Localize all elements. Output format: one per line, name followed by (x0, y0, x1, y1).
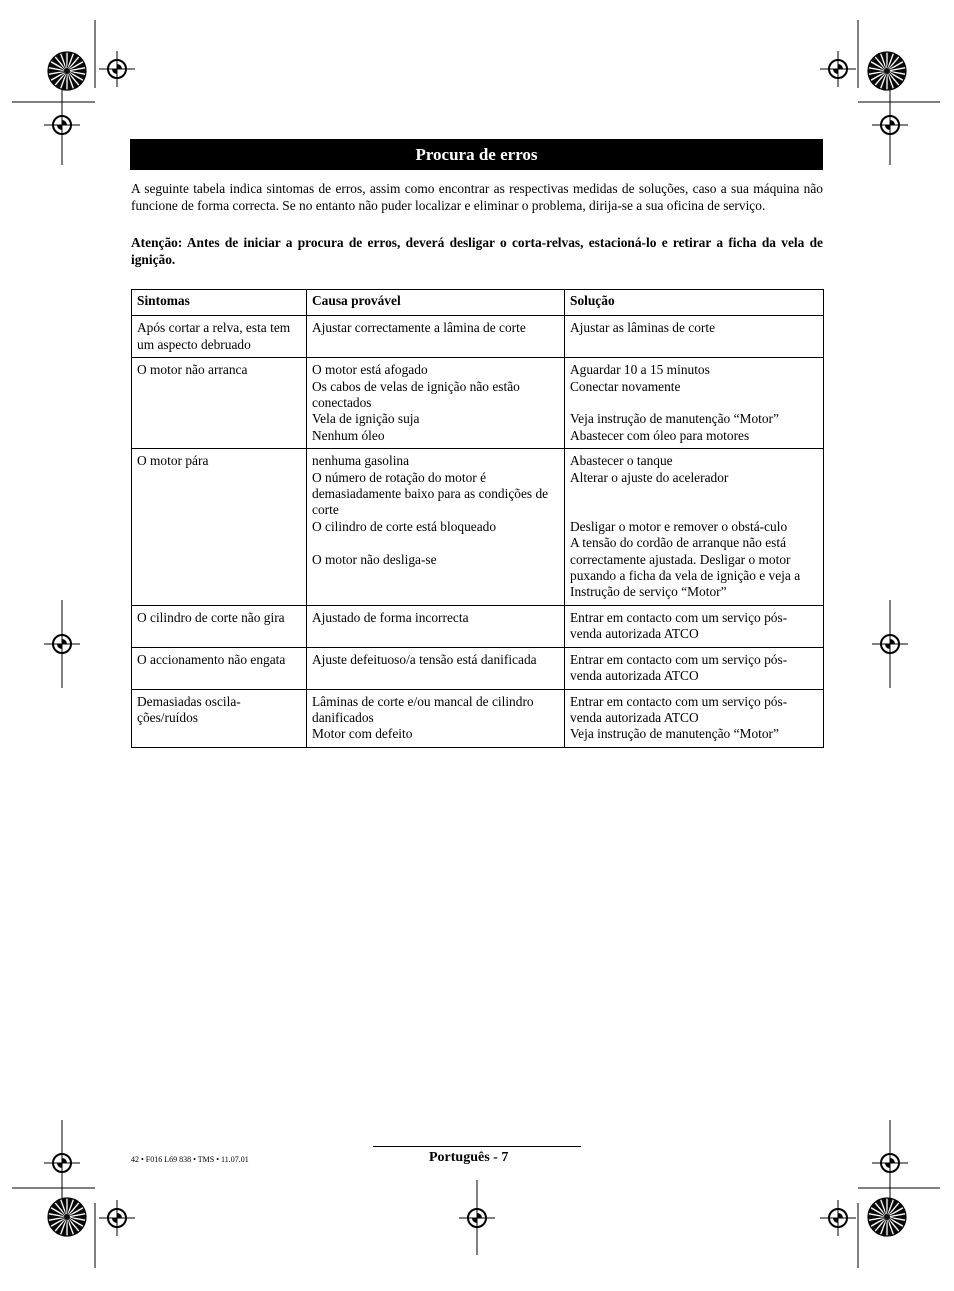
footer-page-number: Português - 7 (429, 1150, 509, 1165)
cell-solucao (565, 647, 824, 689)
cell-solucao (565, 689, 824, 747)
cell-text: Abastecer o tanque (570, 453, 673, 469)
cell-text: Ajustar correctamente a lâmina de corte (312, 320, 526, 336)
registration-target-icon (44, 1145, 80, 1181)
registration-target-icon (820, 1200, 856, 1236)
cell-text: Abastecer com óleo para motores (570, 427, 750, 443)
table-row (132, 689, 824, 747)
cell-text: Vela de ignição suja (312, 411, 420, 427)
table-row (132, 647, 824, 689)
registration-target-icon (99, 1200, 135, 1236)
registration-target-icon (44, 107, 80, 143)
table-row (132, 449, 824, 606)
cell-text: O accionamento não engata (137, 651, 286, 667)
warning-paragraph: Atenção: Antes de iniciar a procura de erros, deverá desligar o corta-relvas, estacioná-lo e retirar a ficha da vela de ignição. (131, 235, 823, 267)
cell-causa (307, 449, 565, 606)
cell-text: Ajustado de forma incorrecta (312, 609, 469, 625)
cell-text: Veja instrução de manutenção “Motor” (570, 411, 779, 427)
cell-text (312, 535, 559, 551)
cell-text: Nenhum óleo (312, 427, 385, 443)
header-sintomas: Sintomas (132, 290, 307, 316)
table-row (132, 358, 824, 449)
registration-target-icon (872, 107, 908, 143)
cell-solucao (565, 605, 824, 647)
cell-text: Entrar em contacto com um serviço pós-venda autorizada ATCO (570, 609, 788, 642)
cell-causa (307, 647, 565, 689)
registration-star-icon (868, 52, 906, 90)
cell-text: O motor não arranca (137, 362, 248, 378)
cell-text: A tensão do cordão de arranque não está correctamente ajustada. Desligar o motor puxando a ficha da vela de ignição e veja a Instrução de serviço “Motor” (570, 535, 801, 600)
cell-text: O cilindro de corte está bloqueado (312, 518, 497, 534)
cell-causa (307, 689, 565, 747)
registration-star-icon (48, 52, 86, 90)
registration-target-icon (872, 626, 908, 662)
cell-text: Desligar o motor e remover o obstá-culo (570, 518, 788, 534)
cell-text (570, 502, 818, 518)
registration-star-icon (868, 1198, 906, 1236)
header-solucao: Solução (565, 290, 824, 316)
cell-text: Veja instrução de manutenção “Motor” (570, 726, 779, 742)
cell-sintomas (132, 605, 307, 647)
footer-rule (373, 1146, 581, 1147)
section-title (130, 139, 823, 170)
cell-text: Motor com defeito (312, 726, 413, 742)
cell-sintomas (132, 316, 307, 358)
registration-target-icon (872, 1145, 908, 1181)
cell-solucao (565, 316, 824, 358)
cell-solucao (565, 358, 824, 449)
table-header-row (132, 290, 824, 316)
cell-text: O cilindro de corte não gira (137, 609, 285, 625)
cell-text: Aguardar 10 a 15 minutos (570, 362, 710, 378)
table-row (132, 316, 824, 358)
cell-solucao (565, 449, 824, 606)
registration-target-icon (820, 51, 856, 87)
cell-text: O motor pára (137, 453, 209, 469)
registration-target-icon (459, 1200, 495, 1236)
cell-text (570, 395, 818, 411)
cell-sintomas (132, 449, 307, 606)
cell-text: O motor não desliga-se (312, 551, 437, 567)
registration-target-icon (44, 626, 80, 662)
cell-text: Após cortar a relva, esta tem um aspecto debruado (137, 320, 291, 352)
section-title-text: Procura de erros (415, 144, 538, 164)
footer-print-code: 42 • F016 L69 838 • TMS • 11.07.01 (131, 1155, 249, 1164)
cell-sintomas (132, 689, 307, 747)
cell-sintomas (132, 358, 307, 449)
intro-paragraph: A seguinte tabela indica sintomas de erros, assim como encontrar as respectivas medidas de soluções, caso a sua máquina não funcione de forma correcta. Se no entanto não puder localizar e eliminar o problema, dirija-se a sua oficina de serviço. (131, 181, 823, 213)
cell-text: Entrar em contacto com um serviço pós-venda autorizada ATCO (570, 693, 788, 725)
cell-sintomas (132, 647, 307, 689)
registration-star-icon (48, 1198, 86, 1236)
cell-text: Ajuste defeituoso/a tensão está danificada (312, 651, 537, 667)
cell-text: Os cabos de velas de ignição não estão conectados (312, 378, 520, 411)
cell-text: Ajustar as lâminas de corte (570, 320, 716, 336)
cell-text: nenhuma gasolina (312, 453, 410, 469)
cell-text: Lâminas de corte e/ou mancal de cilindro danificados (312, 693, 534, 725)
cell-text: O número de rotação do motor é demasiadamente baixo para as condições de corte (312, 469, 549, 518)
header-causa: Causa provável (307, 290, 565, 316)
cell-causa (307, 358, 565, 449)
table-row (132, 605, 824, 647)
cell-text: Conectar novamente (570, 378, 681, 394)
cell-text: Demasiadas oscila-ções/ruídos (137, 693, 241, 725)
cell-text (570, 486, 818, 502)
registration-target-icon (99, 51, 135, 87)
cell-text: Alterar o ajuste do acelerador (570, 469, 729, 485)
troubleshooting-table (131, 289, 824, 748)
cell-causa (307, 316, 565, 358)
cell-text: O motor está afogado (312, 362, 428, 378)
cell-causa (307, 605, 565, 647)
cell-text: Entrar em contacto com um serviço pós-venda autorizada ATCO (570, 651, 788, 684)
